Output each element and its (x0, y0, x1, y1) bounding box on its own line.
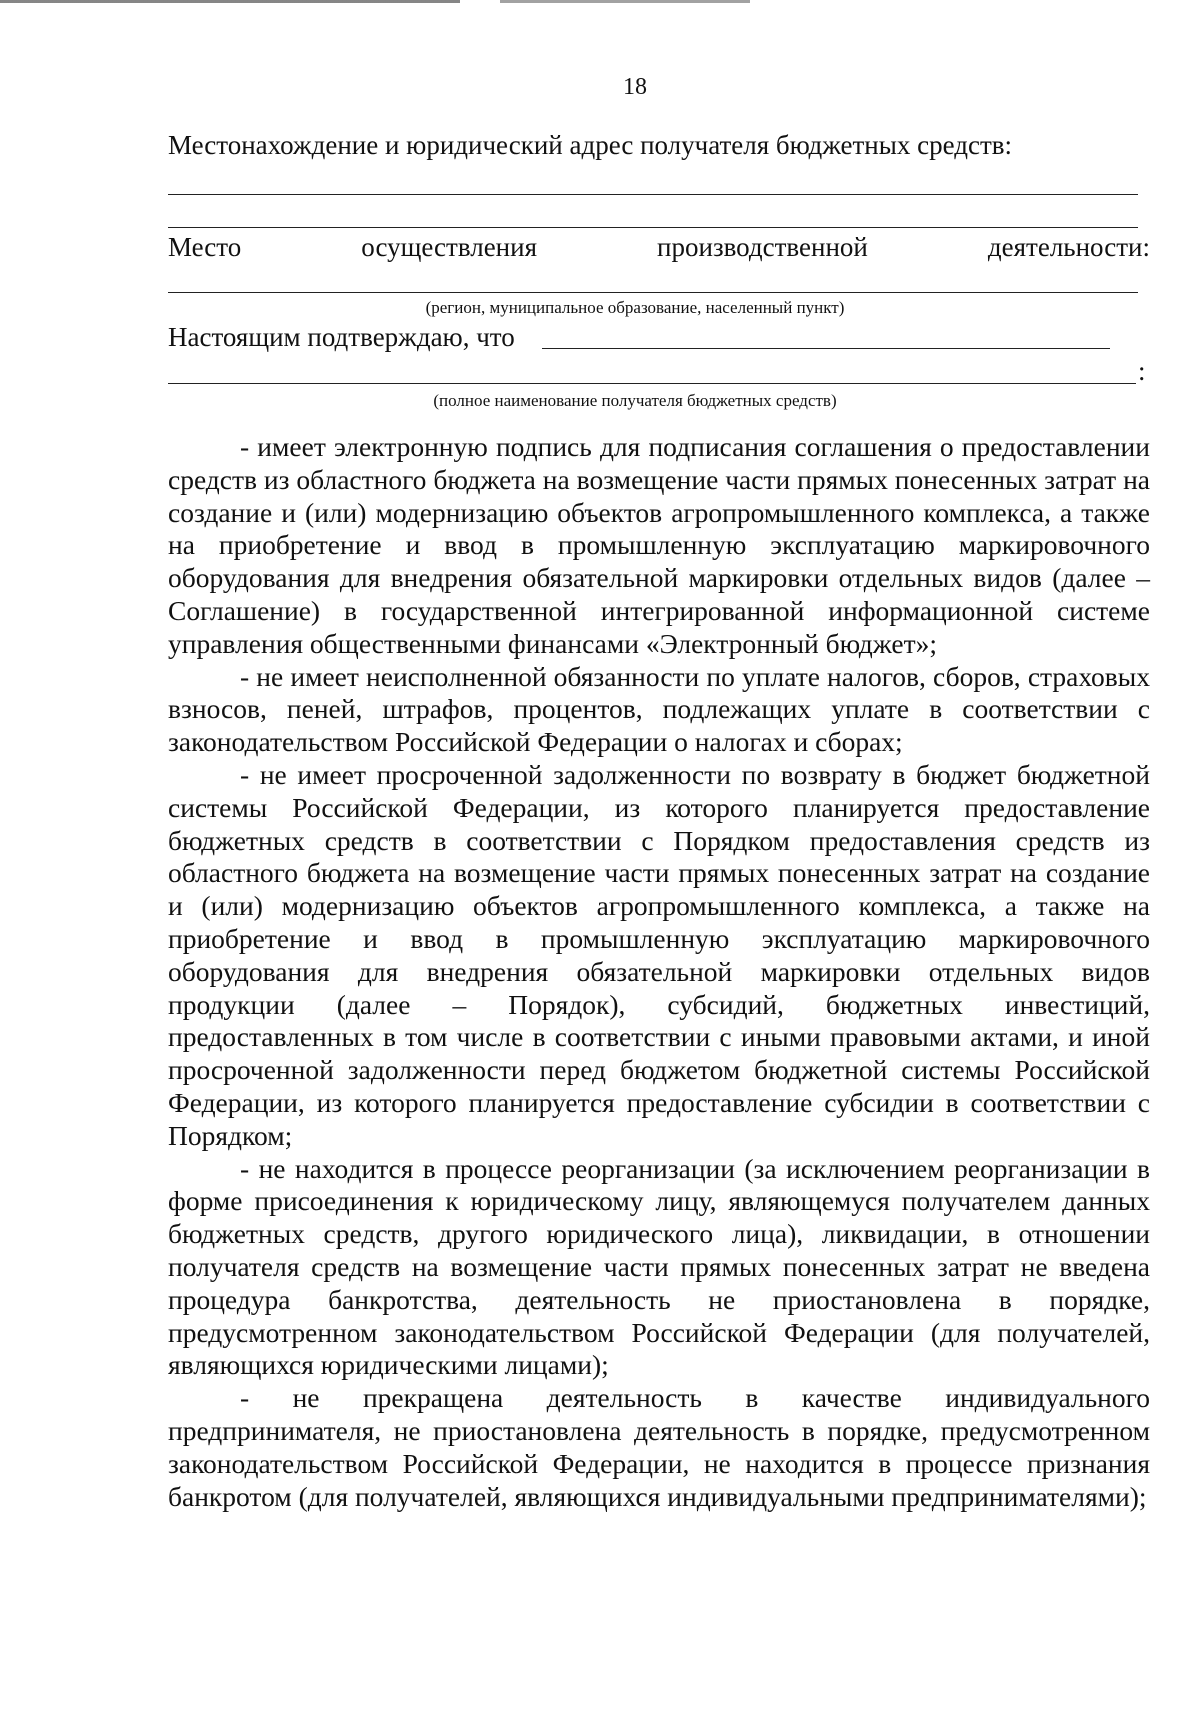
activity-place-label (168, 232, 1150, 263)
recipient-name-line-2 (168, 383, 1136, 384)
address-label: Местонахождение и юридический адрес получателя бюджетных средств: (168, 130, 1013, 160)
recipient-name-caption: (полное наименование получателя бюджетных средств) (433, 391, 837, 410)
conditions-list (168, 431, 1150, 1513)
address-line-1 (168, 194, 1138, 195)
activity-place-line (168, 292, 1138, 293)
condition-item: - не находится в процессе реорганизации (за исключением реорганизации в форме присоединения к юридическому лицу, являющемуся получателем данных бюджетных средств, другого юридического лица), ликвидации, в отношении получателя средств на возмещение части прямых понесенных затрат не введена процедура банкротства, деятельность не приостановлена в порядке, предусмотренном законодательством Российской Федерации (для получателей, являющихся юридическими лицами); (168, 1152, 1150, 1381)
condition-item: - имеет электронную подпись для подписания соглашения о предоставлении средств из областного бюджета на возмещение части прямых понесенных затрат на создание и (или) модернизацию объектов агропромышленного комплекса, а также на приобретение и ввод в промышленную эксплуатацию маркировочного оборудования для внедрения обязательной маркировки отдельных видов (далее – Соглашение) в государственной интегрированной информационной системе управления общественными финансами «Электронный бюджет»; (168, 431, 1150, 659)
activity-word-4: деятельности: (987, 232, 1150, 262)
activity-word-3: производственной (657, 232, 868, 262)
recipient-name-line-1 (542, 348, 1110, 349)
condition-item: - не имеет просроченной задолженности по возврату в бюджет бюджетной системы Российской Федерации, из которого планируется предоставление бюджетных средств в соответствии с Порядком предоставления средств из областного бюджета на возмещение части прямых понесенных затрат на создание и (или) модернизацию объектов агропромышленного комплекса, а также на приобретение и ввод в промышленную эксплуатацию маркировочного оборудования для внедрения обязательной маркировки отдельных видов продукции (далее – Порядок), субсидий, бюджетных инвестиций, предоставленных в том числе в соответствии с иными правовыми актами, и иной просроченной задолженности перед бюджетом бюджетной системы Российской Федерации, из которого планируется предоставление субсидии в соответствии с Порядком; (168, 758, 1150, 1151)
activity-place-caption: (регион, муниципальное образование, населенный пункт) (425, 298, 845, 317)
activity-word-1: Место (168, 232, 242, 262)
address-line-2 (168, 227, 1138, 228)
scan-top-edge (0, 0, 1200, 3)
activity-word-2: осуществления (361, 232, 537, 262)
page-number: 18 (623, 74, 647, 100)
condition-item: - не имеет неисполненной обязанности по уплате налогов, сборов, страховых взносов, пеней, штрафов, процентов, подлежащих уплате в соответствии с законодательством Российской Федерации о налогах и сборах; (168, 660, 1150, 758)
confirmation-lead: Настоящим подтверждаю, что (168, 322, 515, 352)
recipient-colon: : (1138, 356, 1146, 386)
condition-item: - не прекращена деятельность в качестве индивидуального предпринимателя, не приостановлена деятельность в порядке, предусмотренном законодательством Российской Федерации, не находится в процессе признания банкротом (для получателей, являющихся индивидуальными предпринимателями); (168, 1382, 1150, 1512)
